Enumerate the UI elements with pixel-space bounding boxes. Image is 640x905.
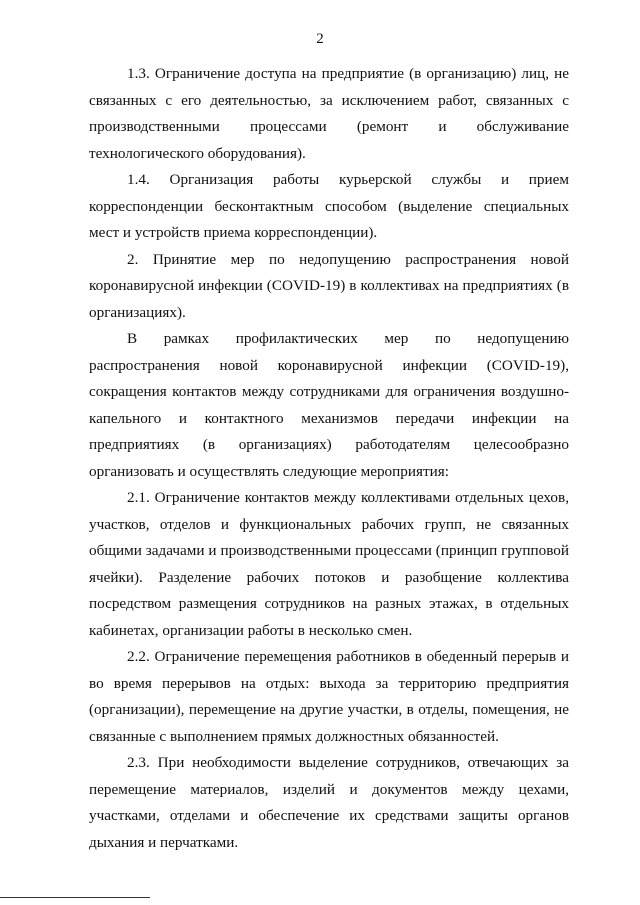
- paragraph-2-3: 2.3. При необходимости выделение сотрудников, отвечающих за перемещение материалов, изделий и документов между цехами, участками, отделами и обеспечение их средствами защиты органов дыхания и перчатками.: [89, 754, 569, 851]
- page-number: 2: [316, 31, 324, 47]
- document-body: [89, 61, 569, 856]
- paragraph-1-4: 1.4. Организация работы курьерской службы и прием корреспонденции бесконтактным способом (выделение специальных мест и устройств приема корреспонденции).: [89, 171, 569, 241]
- paragraph-preventive-measures: В рамках профилактических мер по недопущению распространения новой коронавирусной инфекции (COVID-19), сокращения контактов между сотрудниками для ограничения воздушно-капельного и контактного механизмов передачи инфекции на предприятиях (в организациях) работодателям целесообразно организовать и осуществлять следующие мероприятия:: [89, 330, 569, 480]
- paragraph-2-2: 2.2. Ограничение перемещения работников в обеденный перерыв и во время перерывов на отдых: выхода за территорию предприятия (организации), перемещение на другие участки, в отделы, помещения, не связанные с выполнением прямых должностных обязанностей.: [89, 648, 569, 745]
- paragraph-2: 2. Принятие мер по недопущению распространения новой коронавирусной инфекции (COVID-19) в коллективах на предприятиях (в организациях).: [89, 250, 569, 321]
- paragraph-1-3: 1.3. Ограничение доступа на предприятие (в организацию) лиц, не связанных с его деятельностью, за исключением работ, связанных с производственными процессами (ремонт и обслуживание технологического оборудования).: [89, 65, 569, 162]
- paragraph-2-1: 2.1. Ограничение контактов между коллективами отдельных цехов, участков, отделов и функциональных рабочих групп, не связанных общими задачами и производственными процессами (принцип групповой ячейки). Разделение рабочих потоков и разобщение коллектива посредством размещения сотрудников на разных этажах, в отдельных кабинетах, организации работы в несколько смен.: [89, 489, 569, 639]
- footer-rule: [0, 897, 150, 898]
